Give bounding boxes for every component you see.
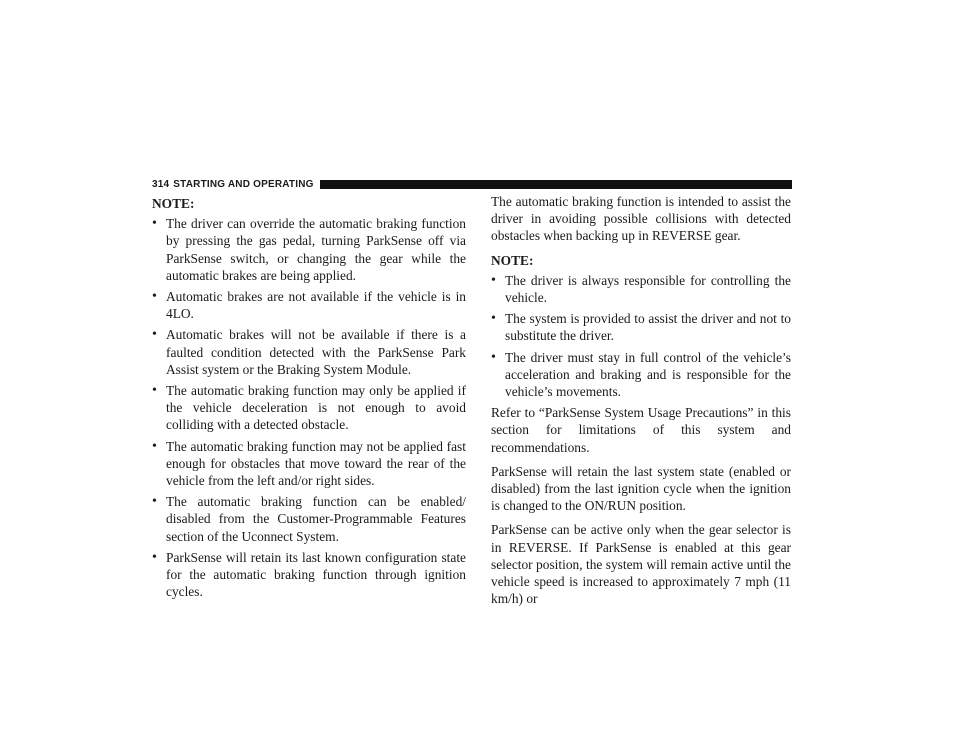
list-item: • The automatic braking function can be enabled/ disabled from the Customer-Programmable Features section of the Uconnect System. [152, 494, 466, 544]
bullet-icon: • [491, 349, 496, 365]
bullet-icon: • [152, 383, 157, 399]
body-paragraph: Refer to “ParkSense System Usage Precautions” in this section for limitations of this system and recommendations. [491, 405, 791, 455]
list-item: • The automatic braking function may not be applied fast enough for obstacles that move toward the rear of the vehicle from the left and/or right sides. [152, 438, 466, 489]
list-item: • The driver can override the automatic braking function by pressing the gas pedal, turning ParkSense off via ParkSense switch, or changing the gear while the automatic brakes are being applied. [152, 216, 466, 283]
note-label: NOTE: [491, 252, 534, 268]
list-item: • The automatic braking function may only be applied if the vehicle deceleration is not enough to avoid colliding with a detected obstacle. [152, 383, 466, 433]
section-title: STARTING AND OPERATING [173, 178, 314, 190]
bullet-icon: • [152, 549, 157, 565]
bullet-icon: • [491, 272, 496, 288]
list-item: • Automatic brakes will not be available if there is a faulted condition detected with the ParkSense Park Assist system or the Braking System Module. [152, 327, 466, 377]
body-paragraph: ParkSense will retain the last system state (enabled or disabled) from the last ignition cycle when the ignition is changed to the ON/RUN position. [491, 463, 791, 514]
bullet-icon: • [491, 311, 496, 327]
left-column [152, 193, 466, 604]
note-bullet-list [152, 215, 466, 600]
bullet-icon: • [152, 289, 157, 305]
list-item: • The driver is always responsible for controlling the vehicle. [491, 272, 791, 306]
note-label: NOTE: [152, 196, 195, 211]
list-item: • ParkSense will retain its last known configuration state for the automatic braking function through ignition cycles. [152, 549, 466, 600]
list-item: • The driver must stay in full control of the vehicle’s acceleration and braking and is responsible for the vehicle’s movements. [491, 349, 791, 400]
bullet-icon: • [152, 216, 157, 232]
list-item: • The system is provided to assist the driver and not to substitute the driver. [491, 311, 791, 344]
body-paragraph: ParkSense can be active only when the gear selector is in REVERSE. If ParkSense is enabled at this gear selector position, the system will remain active until the vehicle speed is increased to approximately 7 mph (11 km/h) or [491, 522, 791, 607]
page-number: 314 [152, 178, 170, 190]
header-rule [320, 180, 792, 189]
intro-paragraph: The automatic braking function is intended to assist the driver in avoiding possible collisions with detected obstacles when backing up in REVERSE gear. [491, 194, 791, 244]
bullet-icon: • [152, 327, 157, 343]
page-header [152, 177, 792, 191]
right-column [491, 193, 791, 614]
bullet-icon: • [152, 438, 157, 454]
note-bullet-list [491, 272, 791, 400]
bullet-icon: • [152, 494, 157, 510]
list-item: • Automatic brakes are not available if the vehicle is in 4LO. [152, 289, 466, 322]
